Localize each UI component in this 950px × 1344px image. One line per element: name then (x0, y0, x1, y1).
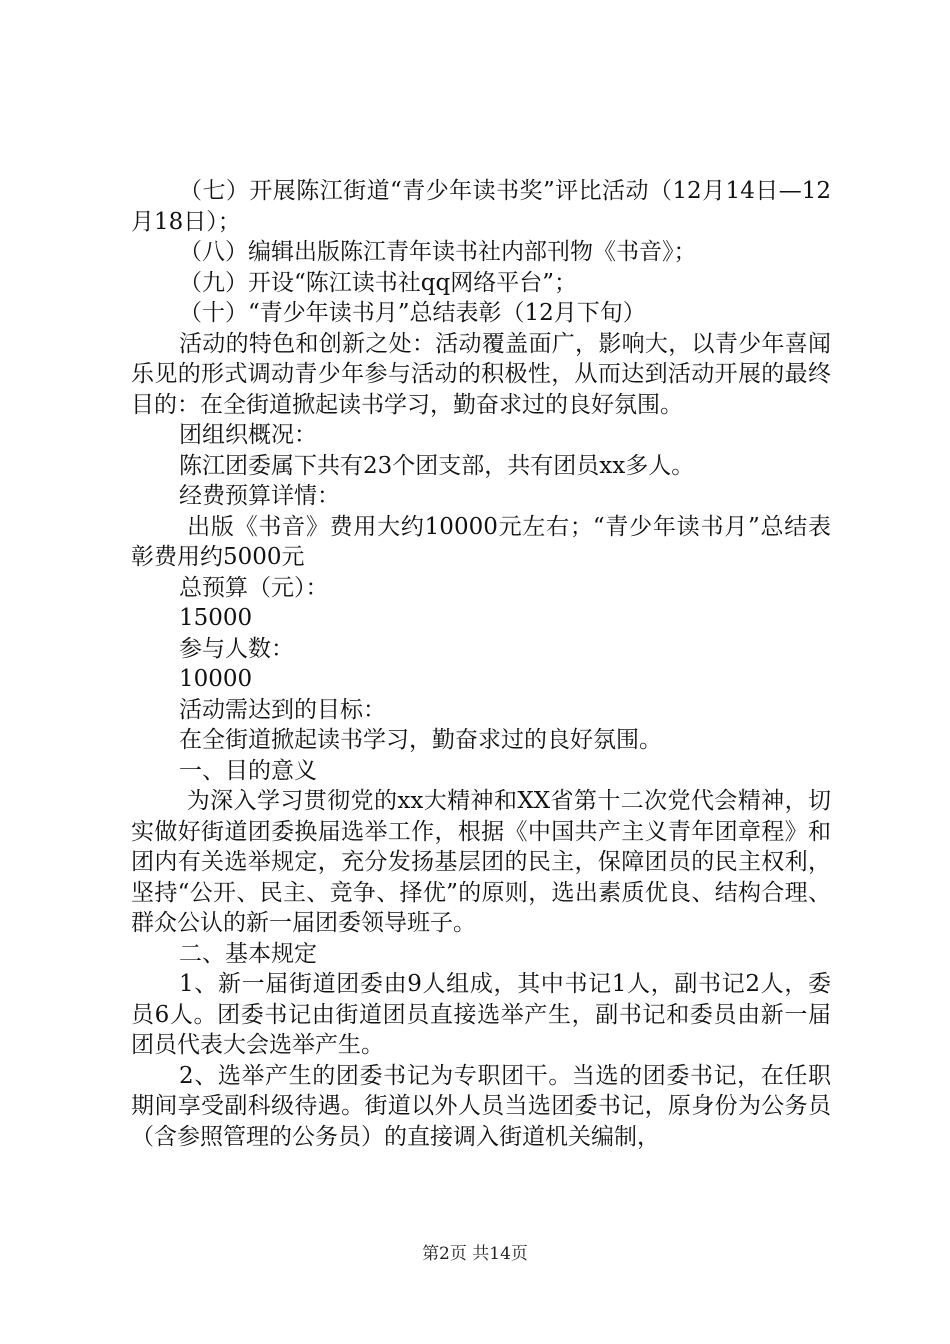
paragraph-rule-2: 2、选举产生的团委书记为专职团干。当选的团委书记，在任职期间享受副科级待遇。街道以外人员当选团委书记，原身份为公务员（含参照管理的公务员）的直接调入街道机关编制， (131, 1062, 831, 1150)
paragraph-item-8: （八）编辑出版陈江青年读书社内部刊物《书音》； (179, 239, 697, 265)
paragraph-purpose: 为深入学习贯彻党的xx大精神和XX省第十二次党代会精神，切实做好街道团委换届选举工作，根据《中国共产主义青年团章程》和团内有关选举规定，充分发扬基层团的民主，保障团员的民主权利，坚持“公开、民主、竞争、择优”的原则，选出素质优良、结构合理、群众公认的新一届团委领导班子。 (131, 788, 831, 936)
section-heading-purpose: 一、目的意义 (179, 757, 317, 784)
value-participants: 10000 (179, 666, 253, 692)
paragraph-features: 活动的特色和创新之处：活动覆盖面广，影响大，以青少年喜闻乐见的形式调动青少年参与活动的积极性，从而达到活动开展的最终目的：在全街道掀起读书学习，勤奋求过的良好氛围。 (131, 330, 831, 418)
paragraph-organization: 陈江团委属下共有23个团支部，共有团员xx多人。 (179, 452, 695, 479)
paragraph-item-9: （九）开设“陈江读书社qq网络平台”； (179, 269, 577, 296)
heading-goal: 活动需达到的目标： (179, 696, 386, 723)
paragraph-item-10: （十）“青少年读书月”总结表彰（12月下旬） (179, 300, 646, 326)
page-number-footer: 第2页 共14页 (422, 1244, 528, 1264)
value-total-budget: 15000 (179, 605, 253, 631)
heading-organization: 团组织概况： (179, 422, 317, 448)
paragraph-budget-details: 出版《书音》费用大约10000元左右；“青少年读书月”总结表彰费用约5000元 (131, 513, 832, 570)
section-heading-rules: 二、基本规定 (179, 940, 317, 967)
paragraph-rule-1: 1、新一届街道团委由9人组成，其中书记1人，副书记2人，委员6人。团委书记由街道团员直接选举产生，副书记和委员由新一届团员代表大会选举产生。 (131, 971, 831, 1058)
document-body (131, 176, 831, 1152)
paragraph-goal: 在全街道掀起读书学习，勤奋求过的良好氛围。 (179, 727, 662, 753)
paragraph-item-7: （七）开展陈江街道“青少年读书奖”评比活动（12月14日—12月18日）； (131, 178, 831, 235)
heading-budget-details: 经费预算详情： (179, 483, 340, 509)
heading-total-budget: 总预算（元）： (179, 574, 329, 601)
heading-participants: 参与人数： (179, 635, 294, 662)
